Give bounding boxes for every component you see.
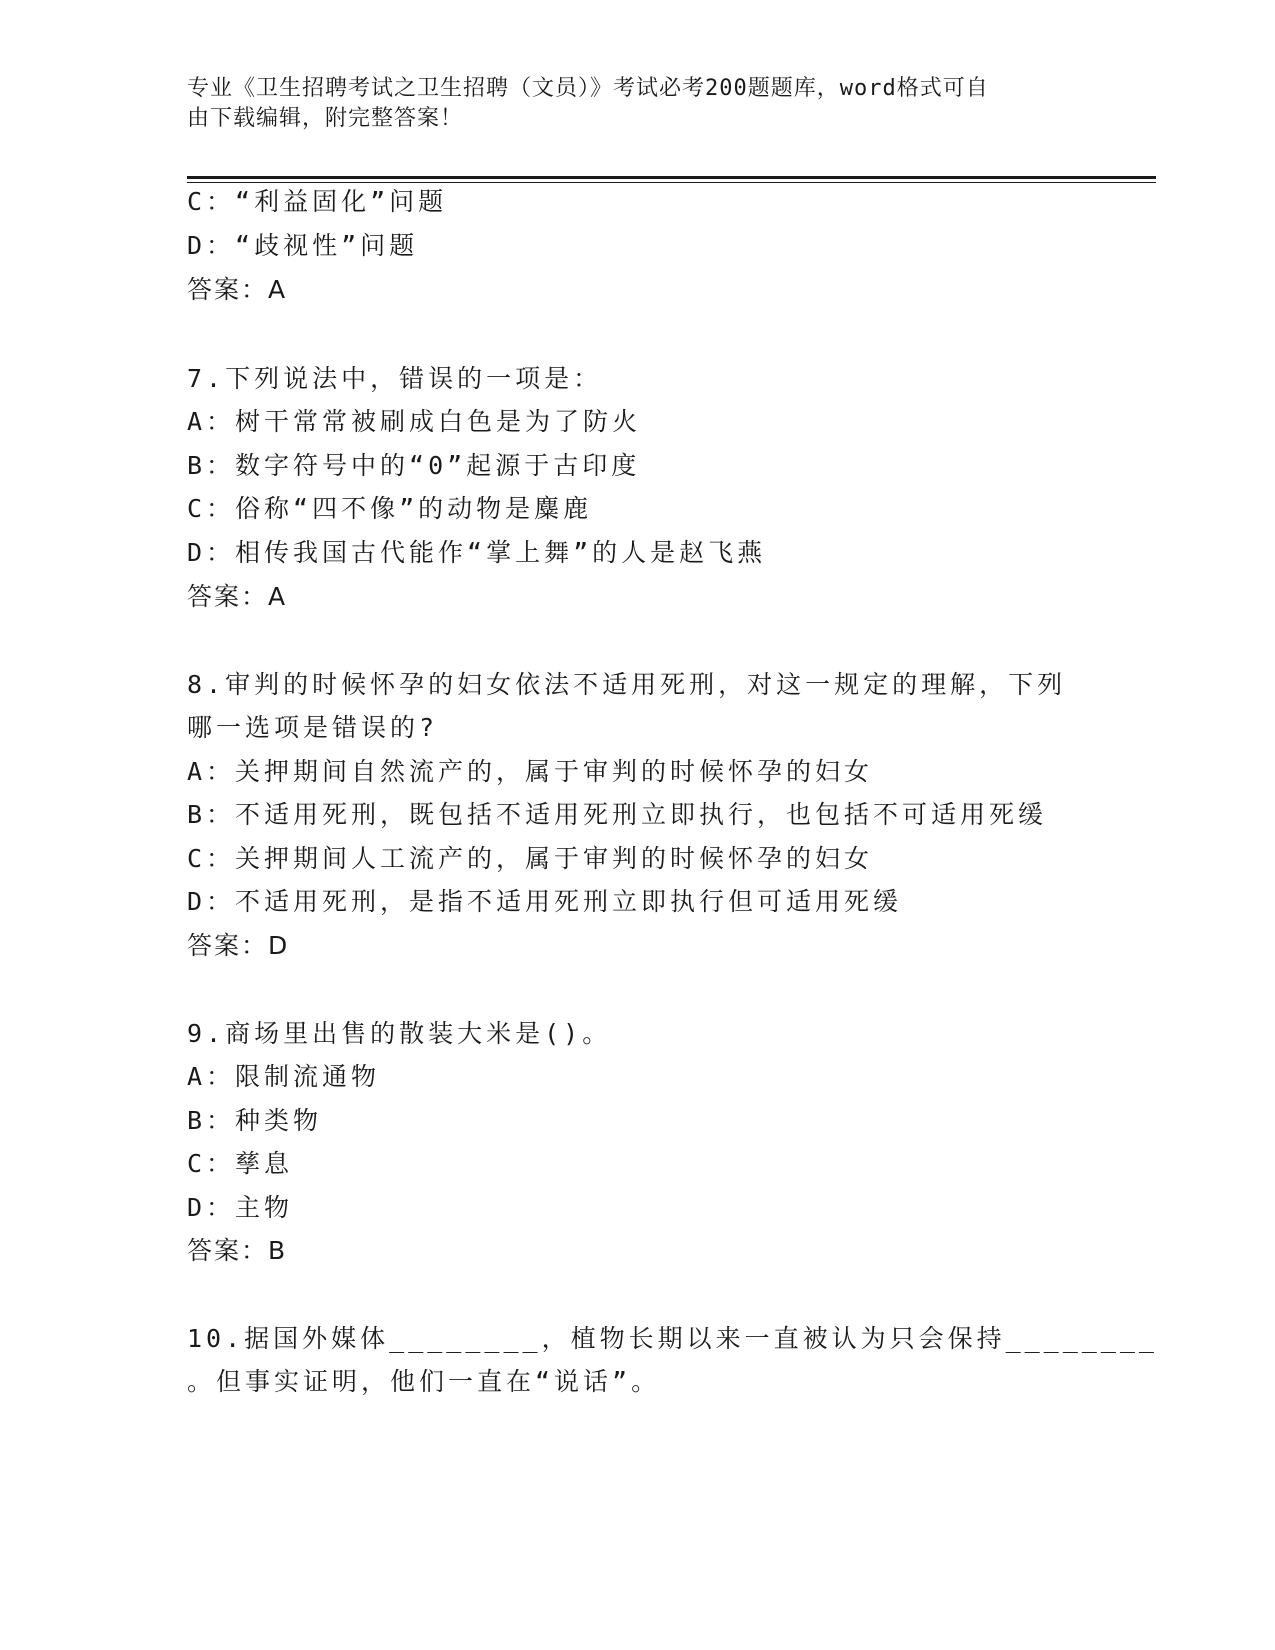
q8-stem-line-1: 8.审判的时候怀孕的妇女依法不适用死刑，对这一规定的理解，下列 bbox=[187, 670, 1067, 699]
q8-stem-line-2: 哪一选项是错误的? bbox=[187, 713, 439, 742]
page-header bbox=[187, 74, 1077, 134]
q7-stem: 7.下列说法中，错误的一项是： bbox=[187, 364, 603, 393]
q8-option-a: A：关押期间自然流产的，属于审判的时候怀孕的妇女 bbox=[187, 757, 874, 786]
q7-answer: 答案：A bbox=[187, 582, 288, 611]
header-divider-thick bbox=[187, 176, 1156, 179]
header-divider-thin bbox=[187, 182, 1156, 183]
q7-option-b: B：数字符号中的“0”起源于古印度 bbox=[187, 451, 641, 480]
q8-option-b: B：不适用死刑，既包括不适用死刑立即执行，也包括不可适用死缓 bbox=[187, 800, 1048, 829]
q9-answer: 答案：B bbox=[187, 1236, 288, 1265]
q6-answer: 答案：A bbox=[187, 275, 288, 304]
q6-option-d: D：“歧视性”问题 bbox=[187, 231, 419, 260]
q7-option-c: C：俗称“四不像”的动物是麋鹿 bbox=[187, 494, 593, 523]
q7-option-d: D：相传我国古代能作“掌上舞”的人是赵飞燕 bbox=[187, 538, 767, 567]
q8-option-d: D：不适用死刑，是指不适用死刑立即执行但可适用死缓 bbox=[187, 887, 903, 916]
header-title-line-2: 由下载编辑，附完整答案！ bbox=[187, 106, 464, 131]
q9-option-a: A：限制流通物 bbox=[187, 1062, 381, 1091]
q9-option-b: B：种类物 bbox=[187, 1106, 323, 1135]
q10-stem-line-1: 10.据国外媒体________，植物长期以来一直被认为只会保持________ bbox=[187, 1324, 1158, 1353]
q9-option-d: D：主物 bbox=[187, 1193, 294, 1222]
q8-answer: 答案：D bbox=[187, 931, 290, 960]
q6-option-c: C：“利益固化”问题 bbox=[187, 187, 448, 216]
q10-stem-line-2: 。但事实证明，他们一直在“说话”。 bbox=[187, 1367, 661, 1396]
q9-option-c: C：孳息 bbox=[187, 1149, 294, 1178]
q7-option-a: A：树干常常被刷成白色是为了防火 bbox=[187, 407, 642, 436]
q9-stem: 9.商场里出售的散装大米是()。 bbox=[187, 1019, 612, 1048]
header-title-line-1: 专业《卫生招聘考试之卫生招聘（文员）》考试必考200题题库，word格式可自 bbox=[187, 76, 989, 101]
q8-option-c: C：关押期间人工流产的，属于审判的时候怀孕的妇女 bbox=[187, 844, 874, 873]
